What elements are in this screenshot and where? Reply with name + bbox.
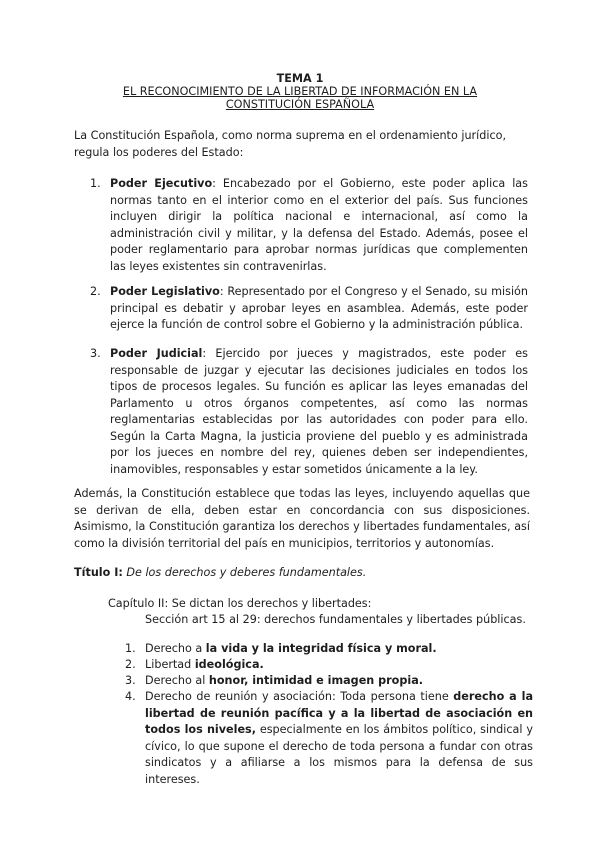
right-number: 2.	[125, 658, 136, 671]
right-body	[145, 673, 533, 690]
right-text-continued: especialmente en los ámbitos político, sindical y cívico, lo que supone el derecho de toda persona a fundar con otras sindicatos y a afiliarse a los mismos para la defensa de sus intereses.	[145, 723, 533, 786]
right-text: Derecho al	[145, 674, 209, 687]
power-text: : Encabezado por el Gobierno, este poder aplica las normas tanto en el interior como en el exterior del país. Sus funciones incluyen dirigir la política nacional e internacional, así como la administración civil y militar, y la defensa del Estado. Además, posee el poder reglamentario para aprobar normas jurídicas que complementen las leyes existentes sin contravenirlas.	[110, 177, 528, 273]
power-text: : Representado por el Congreso y el Senado, su misión principal es debatir y aprobar leyes en asamblea. Además, este poder ejerce la función de control sobre el Gobierno y la administración pública.	[110, 285, 528, 331]
power-number: 1.	[90, 177, 101, 190]
right-bold-text: honor, intimidad e imagen propia.	[208, 674, 423, 687]
power-body	[110, 284, 528, 334]
power-body	[110, 176, 528, 275]
right-text: Derecho a	[145, 642, 206, 655]
right-number: 1.	[125, 642, 136, 655]
title-line-2: CONSTITUCIÓN ESPAÑOLA	[225, 98, 375, 111]
seccion-line: Sección art 15 al 29: derechos fundamentales y libertades públicas.	[145, 613, 526, 626]
right-number: 3.	[125, 674, 136, 687]
summary-paragraph: Además, la Constitución establece que todas las leyes, incluyendo aquellas que se derivan de ella, deben estar en concordancia con sus disposiciones. Asimismo, la Constitución garantiza los derechos y libertades fundamentales, así como la división territorial del país en municipios, territorios y autonomías.	[74, 487, 530, 550]
right-number: 4.	[125, 690, 136, 703]
right-body	[145, 641, 533, 658]
titulo-label: Título I:	[74, 566, 123, 579]
right-bold-text: ideológica.	[194, 658, 264, 671]
power-name: Poder Ejecutivo	[110, 177, 213, 190]
right-text: Derecho de reunión y asociación: Toda persona tiene	[145, 690, 454, 703]
topic-label: TEMA 1	[276, 72, 324, 85]
right-body	[145, 689, 533, 788]
titulo-text: De los derechos y deberes fundamentales.	[122, 566, 367, 579]
right-text: Libertad	[145, 658, 195, 671]
power-body	[110, 346, 528, 478]
power-text: : Ejercido por jueces y magistrados, este poder es responsable de juzgar y ejecutar las decisiones judiciales en todos los tipos de procesos legales. Su función es aplicar las leyes emanadas del Parlamento u otros órganos competentes, así como las normas reglamentarias establecidas por las autoridades con poder para ello. Según la Carta Magna, la justicia proviene del pueblo y es administrada por los jueces en nombre del rey, quienes deben ser independientes, inamovibles, responsables y estar sometidos únicamente a la ley.	[110, 347, 528, 476]
titulo-line	[74, 565, 530, 582]
power-number: 3.	[90, 347, 101, 360]
power-number: 2.	[90, 285, 101, 298]
right-bold-text: la vida y la integridad física y moral.	[205, 642, 437, 655]
power-name: Poder Judicial	[110, 347, 203, 360]
intro-paragraph: La Constitución Española, como norma suprema en el ordenamiento jurídico, regula los poderes del Estado:	[74, 129, 507, 159]
title-line-1: EL RECONOCIMIENTO DE LA LIBERTAD DE INFORMACIÓN EN LA	[122, 85, 478, 98]
capitulo-line: Capítulo II: Se dictan los derechos y libertades:	[108, 597, 372, 610]
right-bold-text: derecho a la libertad de reunión pacífica y a la libertad de asociación en todos los niveles,	[145, 690, 533, 736]
right-body	[145, 657, 533, 674]
document-heading	[60, 72, 540, 111]
power-name: Poder Legislativo	[110, 285, 220, 298]
